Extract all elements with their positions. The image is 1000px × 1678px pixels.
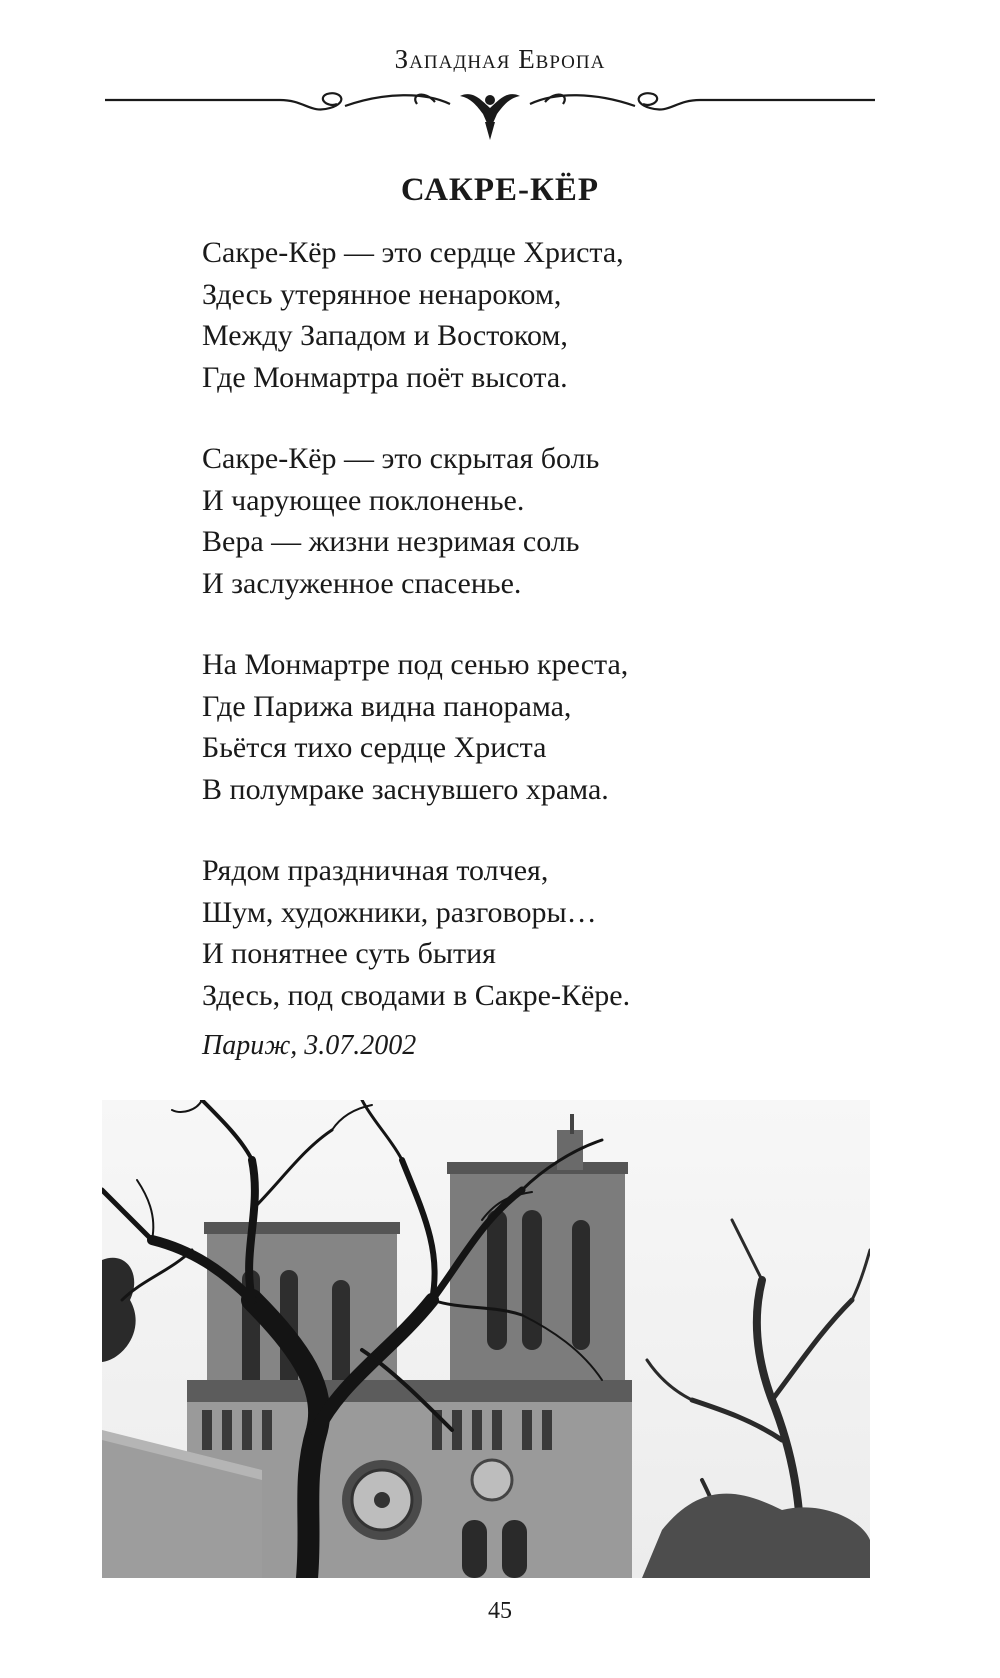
poem-line: Где Монмартра поёт высота. <box>202 360 568 394</box>
stanza <box>202 850 902 1016</box>
cathedral-photo <box>102 1100 870 1578</box>
poem-line: Вера — жизни незримая соль <box>202 525 580 558</box>
running-head: Западная Европа <box>394 44 606 74</box>
place-date: Париж, 3.07.2002 <box>202 1030 417 1061</box>
stanza <box>202 438 902 604</box>
poem-line: Бьётся тихо сердце Христа <box>202 731 547 764</box>
cathedral-illustration-icon <box>102 1100 870 1578</box>
poem-line: Рядом праздничная толчея, <box>202 854 549 887</box>
poem-line: И чарующее поклоненье. <box>202 483 525 517</box>
poem-line: В полумраке заснувшего храма. <box>202 772 609 806</box>
stanza <box>202 644 902 810</box>
poem-line: Здесь утерянное ненароком, <box>202 277 562 311</box>
poem-title: САКРЕ-КЁР <box>400 172 600 208</box>
page-number: 45 <box>488 1598 512 1624</box>
poem-line: Между Западом и Востоком, <box>202 319 568 352</box>
ornament-divider-icon <box>105 86 875 142</box>
poem-line: И заслуженное спасенье. <box>202 566 522 600</box>
poem-line: Где Парижа видна панорама, <box>202 689 572 723</box>
poem-line: Здесь, под сводами в Сакре-Кёре. <box>202 978 631 1012</box>
poem-line: Сакре-Кёр — это сердце Христа, <box>202 236 624 269</box>
poem-line: На Монмартре под сенью креста, <box>202 648 629 681</box>
poem-line: Сакре-Кёр — это скрытая боль <box>202 442 600 475</box>
poem-body <box>202 232 902 1056</box>
poem-line: И понятнее суть бытия <box>202 937 496 970</box>
stanza <box>202 232 902 398</box>
poem-line: Шум, художники, разговоры… <box>202 895 597 929</box>
